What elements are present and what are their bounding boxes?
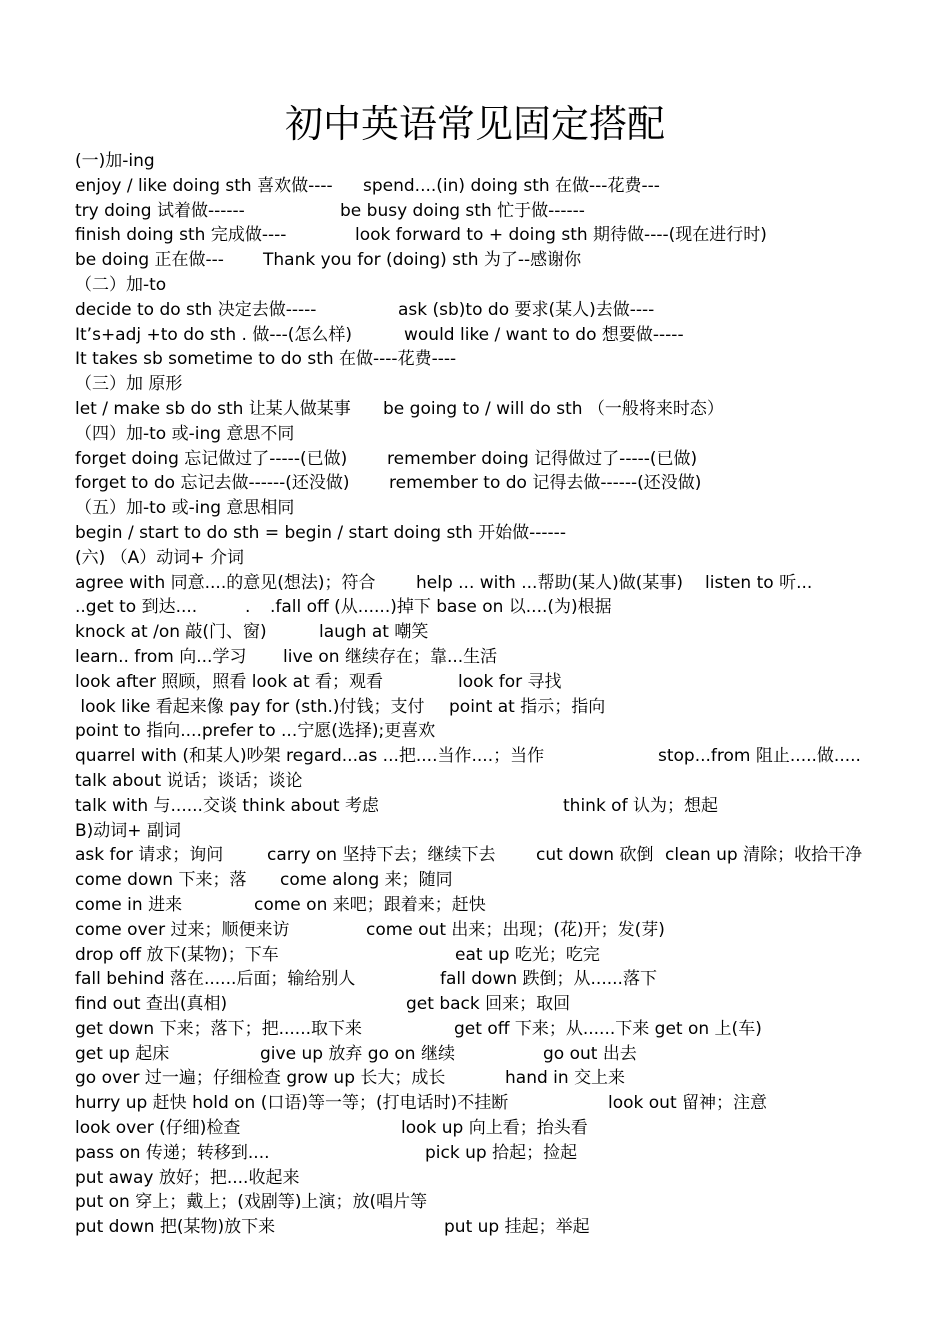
section-heading [75,372,935,397]
text-segment: be doing 正在做--- [75,250,224,271]
text-segment: learn.. from 向...学习 [75,646,247,667]
text-segment: listen to 听... [705,572,813,593]
text-segment: go over 过一遍；仔细检查 grow up 长大；成长 [75,1068,446,1089]
text-line [75,1141,935,1166]
text-segment: pass on 传递；转移到.... [75,1142,270,1163]
text-segment: hand in 交上来 [505,1068,626,1089]
text-line [75,843,935,868]
text-segment: carry on 坚持下去；继续下去 [267,845,496,866]
text-line [75,323,935,348]
text-segment: try doing 试着做------ [75,200,245,221]
text-segment: let / make sb do sth 让某人做某事 [75,398,351,419]
text-segment: eat up 吃光；吃完 [455,944,600,965]
text-segment: get back 回来；取回 [406,994,571,1015]
text-line [75,1116,935,1141]
text-segment: enjoy / like doing sth 喜欢做---- [75,175,333,196]
text-segment: （三）加 原形 [75,374,183,395]
page-title: 初中英语常见固定搭配 [284,102,665,146]
text-segment: look over (仔细)检查 [75,1118,241,1139]
text-segment: forget to do 忘记去做------(还没做) [75,473,350,494]
text-segment: .fall off (从......)掉下 base on 以....(为)根据 [270,597,612,618]
text-line [75,347,935,372]
text-segment: come in 进来 [75,894,183,915]
text-segment: be busy doing sth 忙于做------ [340,200,585,221]
text-segment: talk with 与......交谈 think about 考虑 [75,795,379,816]
text-segment: put down 把(某物)放下来 [75,1217,276,1238]
text-segment: ask for 请求；询问 [75,845,224,866]
text-segment: point to 指向....prefer to ...宁愿(选择);更喜欢 [75,721,436,742]
text-line [75,1190,935,1215]
text-segment: remember to do 记得去做------(还没做) [389,473,702,494]
text-segment: point at 指示；指向 [449,696,606,717]
text-line [75,521,935,546]
text-segment: finish doing sth 完成做---- [75,225,287,246]
text-segment: drop off 放下(某物)；下车 [75,944,279,965]
text-segment: talk about 说话；谈话；谈论 [75,770,303,791]
text-line [75,471,935,496]
text-segment: laugh at 嘲笑 [319,622,429,643]
text-segment: come on 来吧；跟着来；赶快 [254,894,486,915]
text-segment: live on 继续存在；靠...生活 [283,646,498,667]
text-line [75,595,935,620]
text-segment: Thank you for (doing) sth 为了--感谢你 [263,250,582,271]
text-segment: . [245,597,251,618]
text-segment: ..get to 到达.... [75,597,198,618]
text-line [75,943,935,968]
text-segment: look up 向上看；抬头看 [401,1118,588,1139]
section-heading [75,422,935,447]
text-segment: decide to do sth 决定去做----- [75,299,317,320]
text-segment: （五）加-to 或-ing 意思相同 [75,498,295,519]
text-segment: come over 过来；顺便来访 [75,919,290,940]
text-segment: ask (sb)to do 要求(某人)去做---- [398,299,655,320]
text-segment: give up 放弃 go on 继续 [260,1043,455,1064]
text-segment: pick up 拾起；捡起 [425,1142,578,1163]
text-segment: put on 穿上；戴上；(戏剧等)上演；放(唱片等 [75,1192,428,1213]
text-line [75,744,935,769]
text-line [75,199,935,224]
text-segment: B)动词+ 副词 [75,820,181,841]
text-segment: forget doing 忘记做过了-----(已做) [75,448,348,469]
text-segment: look after 照顾，照看 look at 看；观看 [75,671,384,692]
text-segment: be going to / will do sth （一般将来时态） [383,398,724,419]
text-segment: quarrel with (和某人)吵架 regard...as ...把....当作....；当作 [75,746,545,767]
text-segment: come out 出来；出现；(花)开；发(芽) [366,919,665,940]
text-segment: (一)加-ing [75,151,155,171]
text-segment: hurry up 赶快 hold on (口语)等一等；(打电话时)不挂断 [75,1093,509,1114]
text-segment: （四）加-to 或-ing 意思不同 [75,423,295,444]
section-heading [75,546,935,571]
text-segment: stop...from 阻止.....做..... [658,746,861,767]
text-line [75,1042,935,1067]
text-segment: get off 下来；从......下来 get on 上(车) [454,1018,762,1039]
text-line [75,893,935,918]
text-line [75,397,935,422]
text-segment: put away 放好；把....收起来 [75,1167,300,1188]
text-segment: get up 起床 [75,1043,170,1064]
text-segment: fall down 跌倒；从......落下 [440,969,657,990]
text-line [75,223,935,248]
text-segment: cut down 砍倒 [536,845,654,866]
text-segment: come along 来；随同 [280,870,453,891]
text-line [75,1091,935,1116]
section-heading [75,496,935,521]
text-line [75,868,935,893]
text-segment: knock at /on 敲(门、窗) [75,622,267,643]
text-segment: go out 出去 [543,1043,637,1064]
text-line [75,769,935,794]
text-line [75,719,935,744]
text-segment: look for 寻找 [458,671,562,692]
text-segment: spend....(in) doing sth 在做---花费--- [363,175,660,196]
text-line [75,645,935,670]
text-segment: (六) （A）动词+ 介词 [75,547,244,568]
text-segment: think of 认为；想起 [563,795,718,816]
text-segment: clean up 清除；收拾干净 [665,845,863,866]
text-segment: look out 留神；注意 [608,1093,768,1114]
text-line [75,174,935,199]
text-line [75,794,935,819]
text-line [75,571,935,596]
text-segment: agree with 同意....的意见(想法)；符合 [75,572,376,593]
text-line [75,670,935,695]
text-line [75,1017,935,1042]
text-line [75,918,935,943]
text-line [75,248,935,273]
text-segment: fall behind 落在......后面；输给别人 [75,969,356,990]
section-heading [75,819,935,844]
text-segment: （二）加-to [75,274,167,295]
document-body [75,149,935,1240]
text-line [75,1166,935,1191]
text-line [75,447,935,472]
text-segment: begin / start to do sth = begin / start doing sth 开始做------ [75,522,566,543]
text-segment: remember doing 记得做过了-----(已做) [387,448,698,469]
text-line [75,967,935,992]
text-line [75,620,935,645]
text-line [75,298,935,323]
text-segment: look like 看起来像 pay for (sth.)付钱；支付 [75,696,425,717]
text-segment: get down 下来；落下；把......取下来 [75,1018,363,1039]
text-line [75,1215,935,1240]
text-segment: come down 下来；落 [75,870,247,891]
text-line [75,992,935,1017]
text-segment: put up 挂起；举起 [444,1217,590,1238]
text-segment: look forward to + doing sth 期待做----(现在进行时) [355,225,767,246]
text-segment: help ... with ...帮助(某人)做(某事) [416,572,683,593]
text-line [75,1066,935,1091]
section-heading [75,149,935,174]
section-heading [75,273,935,298]
text-segment: It’s+adj +to do sth . 做---(怎么样) [75,324,353,345]
text-segment: would like / want to do 想要做----- [404,324,684,345]
text-segment: It takes sb sometime to do sth 在做----花费---- [75,349,457,370]
text-line [75,695,935,720]
text-segment: find out 查出(真相) [75,994,228,1015]
